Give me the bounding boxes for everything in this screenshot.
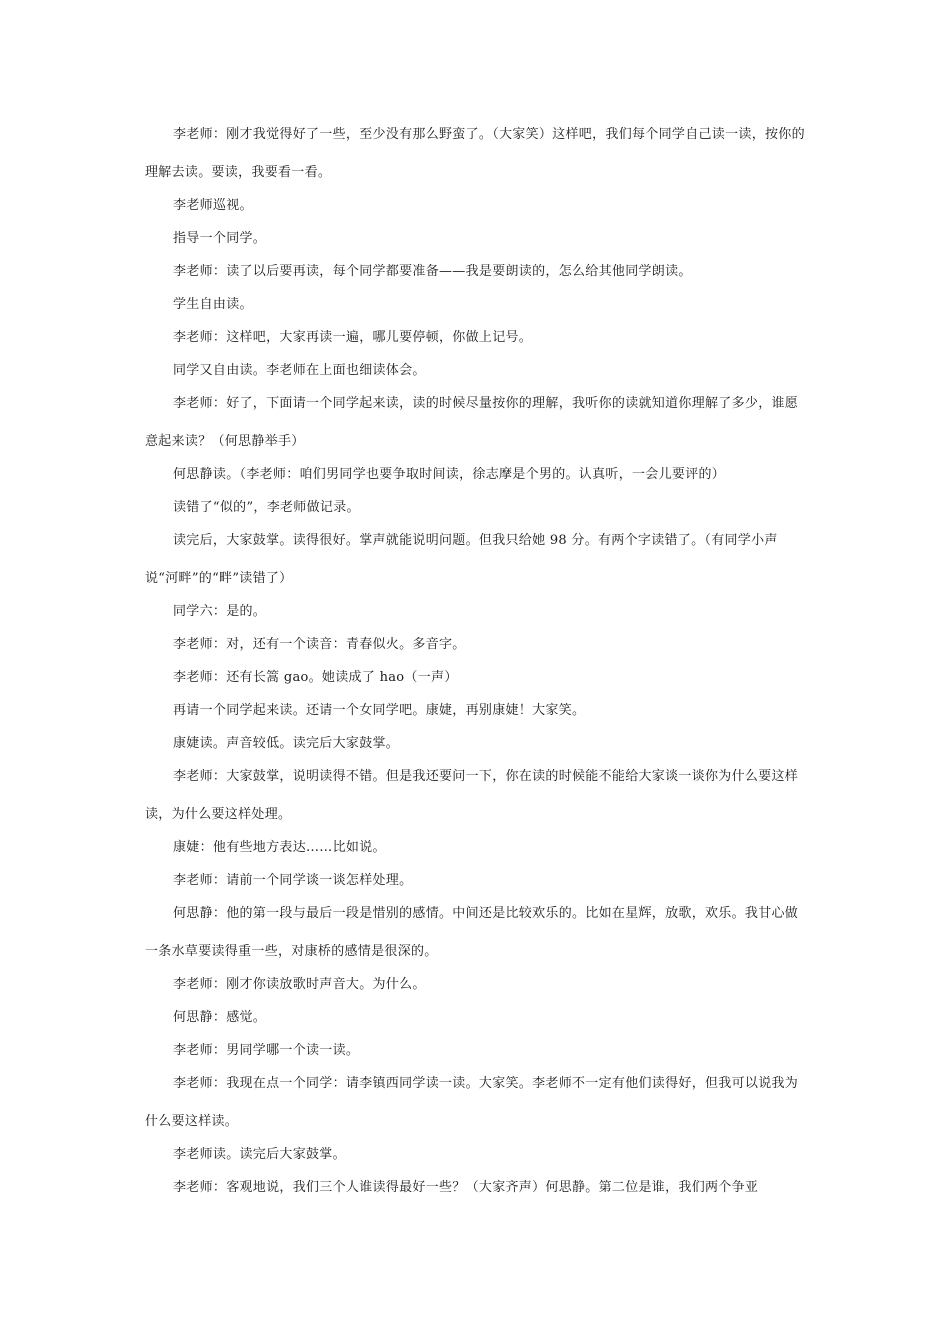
transcript-paragraph: 同学六：是的。 [173, 604, 267, 619]
transcript-paragraph: 康婕读。声音较低。读完后大家鼓掌。 [173, 736, 400, 751]
transcript-paragraph: 学生自由读。 [173, 297, 253, 312]
transcript-paragraph: 李老师：刚才我觉得好了一些，至少没有那么野蛮了。（大家笑）这样吧，我们每个同学自己读一读，按你的理解去读。要读，我要看一看。 [145, 127, 805, 180]
transcript-paragraph: 李老师：还有长篙 gao。她读成了 hao（一声） [173, 670, 458, 685]
transcript-paragraph: 李老师：男同学哪一个读一读。 [173, 1043, 360, 1058]
transcript-paragraph: 指导一个同学。 [173, 231, 267, 246]
transcript-paragraph: 李老师：我现在点一个同学：请李镇西同学读一读。大家笑。李老师不一定有他们读得好，但我可以说我为什么要这样读。 [145, 1076, 799, 1129]
transcript-paragraph: 何思静读。（李老师：咱们男同学也要争取时间读，徐志摩是个男的。认真听，一会儿要评的） [173, 467, 726, 482]
transcript-paragraph: 李老师：好了，下面请一个同学起来读，读的时候尽量按你的理解，我听你的读就知道你理解了多少，谁愿意起来读？（何思静举手） [145, 396, 799, 449]
transcript-paragraph: 何思静：感觉。 [173, 1010, 267, 1025]
transcript-paragraph: 李老师：这样吧，大家再读一遍，哪儿要停顿，你做上记号。 [173, 330, 533, 345]
transcript-paragraph: 读完后，大家鼓掌。读得很好。掌声就能说明问题。但我只给她 98 分。有两个字读错了。（有同学小声说“河畔”的“畔”读错了） [145, 533, 778, 586]
transcript-paragraph: 李老师巡视。 [173, 198, 253, 213]
transcript-body [145, 125, 810, 1211]
transcript-paragraph: 读错了“似的”，李老师做记录。 [173, 500, 360, 515]
transcript-paragraph: 李老师：大家鼓掌，说明读得不错。但是我还要问一下，你在读的时候能不能给大家谈一谈你为什么要这样读，为什么要这样处理。 [145, 769, 799, 822]
transcript-paragraph: 再请一个同学起来读。还请一个女同学吧。康婕，再别康婕！大家笑。 [173, 703, 586, 718]
transcript-paragraph: 李老师：请前一个同学谈一谈怎样处理。 [173, 873, 413, 888]
transcript-paragraph: 李老师：刚才你读放歌时声音大。为什么。 [173, 977, 426, 992]
transcript-paragraph: 李老师：客观地说，我们三个人谁读得最好一些？（大家齐声）何思静。第二位是谁，我们两个争亚 [173, 1180, 759, 1195]
transcript-paragraph: 李老师：读了以后要再读，每个同学都要准备——我是要朗读的，怎么给其他同学朗读。 [173, 264, 692, 279]
transcript-paragraph: 同学又自由读。李老师在上面也细读体会。 [173, 363, 426, 378]
transcript-paragraph: 何思静：他的第一段与最后一段是惜别的感情。中间还是比较欢乐的。比如在星辉，放歌，欢乐。我甘心做一条水草要读得重一些，对康桥的感情是很深的。 [145, 906, 799, 959]
transcript-paragraph: 李老师读。读完后大家鼓掌。 [173, 1147, 346, 1162]
transcript-paragraph: 康婕：他有些地方表达……比如说。 [173, 840, 386, 855]
transcript-paragraph: 李老师：对，还有一个读音：青春似火。多音字。 [173, 637, 466, 652]
